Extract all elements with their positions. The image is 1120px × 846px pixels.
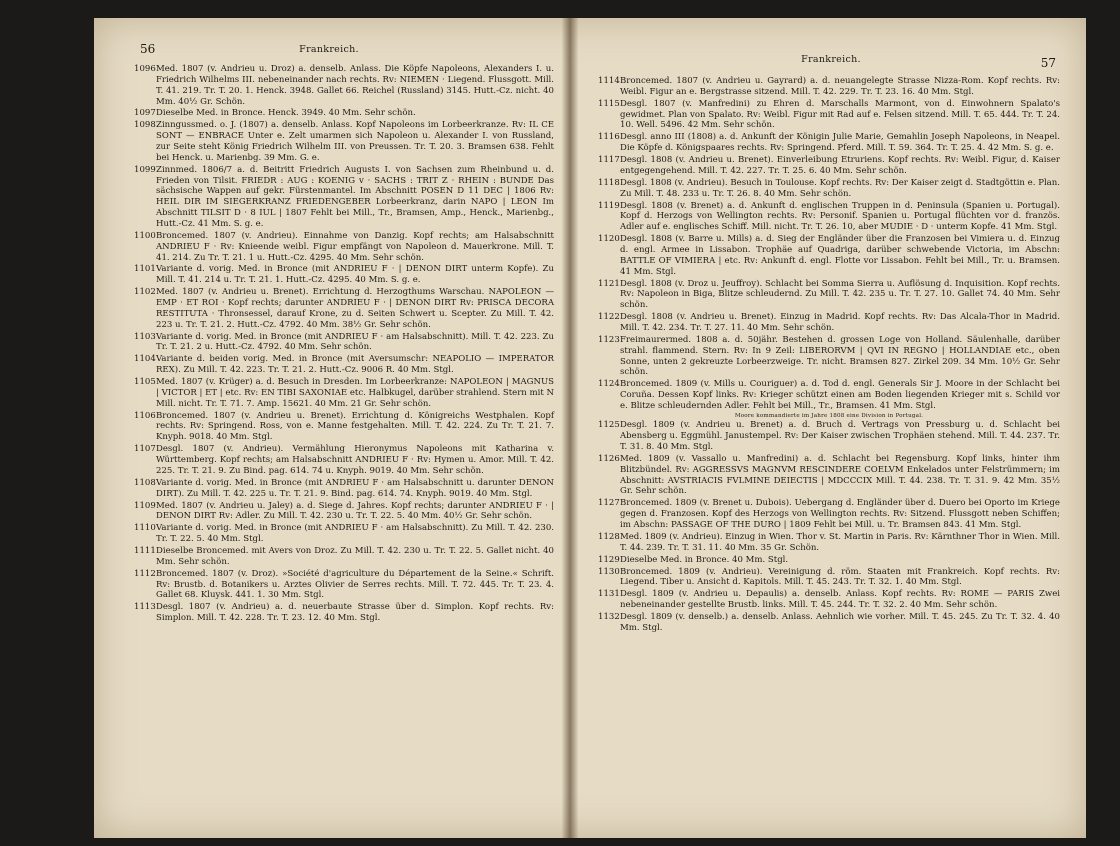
entry-text: Broncemed. 1807 (v. Andrieu u. Brenet). Errichtung d. Königreichs Westphalen. Kopf rechts. Rv: Springend. Ross, von e. Manne festgehalten. Mill. T. 42. 224. Zu Tr. T. 21. 7. Knyph. 9018. 40 Mm. Stgl.	[156, 410, 554, 443]
catalog-entry	[598, 532, 1060, 554]
entry-number: 1102	[134, 287, 156, 298]
catalog-entry	[134, 523, 554, 545]
entry-number: 1122	[598, 312, 620, 323]
catalog-entry	[134, 287, 554, 330]
catalog-entry	[134, 444, 554, 477]
catalog-entry	[598, 234, 1060, 277]
book-spread	[94, 18, 1086, 838]
entry-text: Desgl. 1807 (v. Manfredini) zu Ehren d. Marschalls Marmont, von d. Einwohnern Spalato's gewidmet. Plan von Spalato. Rv: Weibl. Figur mit Rad auf e. Felsen sitzend. Mill. T. 65. 444. Tr. T. 24. 10. Well. 5496. 42 Mm. Sehr schön.	[620, 98, 1060, 131]
catalog-entry	[134, 569, 554, 602]
entry-number: 1104	[134, 354, 156, 365]
entry-text: Desgl. 1807 (v. Andrieu). Vermählung Hieronymus Napoleons mit Katharina v. Württemberg. Kopf rechts; am Halsabschnitt ANDRIEU F · Rv: Hymen u. Amor. Mill. T. 42. 225. Tr. T. 21. 9. Zu Bind. pag. 614. 74 u. Knyph. 9019. 40 Mm. Sehr schön.	[156, 444, 554, 476]
entry-text: Variante d. vorig. Med. in Bronce (mit ANDRIEU F · am Halsabschnitt). Mill. T. 42. 223. Zu Tr. T. 21. 2 u. Hutt.-Cz. 4792. 40 Mm. Sehr schön.	[156, 331, 554, 353]
catalog-entry	[598, 612, 1060, 634]
entry-text: Desgl. 1807 (v. Andrieu) a. d. neuerbaute Strasse über d. Simplon. Kopf rechts. Rv: Simplon. Mill. T. 42. 228. Tr. T. 23. 12. 40 Mm. Stgl.	[156, 602, 554, 624]
entry-text: Med. 1809 (v. Vassallo u. Manfredini) a. d. Schlacht bei Regensburg. Kopf links, hinter ihm Blitzbündel. Rv: AGGRESSVS MAGNVM RESCINDERE COELVM Enkelados unter Felstrümmern; im Abschnitt: AVSTRIACIS FVLMINE DEIECTIS | MDCCCIX Mill. T. 44. 238. Tr. T. 31. 9. 42 Mm. 35½ Gr. Sehr schön.	[620, 453, 1060, 497]
entry-number: 1120	[598, 234, 620, 245]
entry-text: Variante d. vorig. Med. in Bronce (mit ANDRIEU F · am Halsabschnitt). Zu Mill. T. 42. 230. Tr. T. 22. 5. 40 Mm. Stgl.	[156, 523, 554, 545]
entry-text: Desgl. 1809 (v. denselb.) a. denselb. Anlass. Aehnlich wie vorher. Mill. T. 45. 245. Zu Tr. T. 32. 4. 40 Mm. Stgl.	[620, 612, 1060, 633]
entry-number: 1123	[598, 334, 620, 345]
entry-text: Dieselbe Broncemed. mit Avers von Droz. Zu Mill. T. 42. 230 u. Tr. T. 22. 5. Gallet nicht. 40 Mm. Sehr schön.	[156, 545, 554, 567]
entry-text: Med. 1807 (v. Andrieu u. Brenet). Errichtung d. Herzogthums Warschau. NAPOLEON — EMP · ET ROI · Kopf rechts; darunter ANDRIEU F · | DENON DIRT Rv: PRISCA DECORA RESTITUTA · Thronsessel, darauf Krone, zu d. Seiten Schwert u. Scepter. Zu Mill. T. 42. 223 u. Tr. T. 21. 2. Hutt.-Cz. 4792. 40 Mm. 38½ Gr. Sehr schön.	[156, 287, 554, 330]
catalog-entry	[134, 108, 554, 119]
entry-number: 1119	[598, 200, 620, 211]
entry-number: 1103	[134, 331, 156, 342]
entry-text: Desgl. 1808 (v. Andrieu u. Brenet). Einzug in Madrid. Kopf rechts. Rv: Das Alcala-Thor in Madrid. Mill. T. 42. 234. Tr. T. 27. 11. 40 Mm. Sehr schön.	[620, 312, 1060, 333]
catalog-entry	[134, 64, 554, 107]
catalog-entry	[134, 165, 554, 230]
entry-text: Broncemed. 1809 (v. Brenet u. Dubois). Uebergang d. Engländer über d. Duero bei Oporto im Kriege gegen d. Franzosen. Kopf des Herzogs von Wellington rechts. Rv: Sitzend. Flussgott neben Schiffen; im Abschn: PASSAGE OF THE DURO | 1809 Fehlt bei Mill. u. Tr. Bramsen 843. 41 Mm. Stgl.	[620, 498, 1060, 531]
entry-text: Desgl. 1808 (v. Brenet) a. d. Ankunft d. englischen Truppen in d. Peninsula (Spanien u. Portugal). Kopf d. Herzogs von Wellington rechts. Rv: Personif. Spanien u. Portugal flüchten vor d. französ. Adler auf e. englisches Schiff. Mill. nicht. Tr. T. 26. 10, aber MUDIE · D · unterm Kopfe. 41 Mm. Stgl.	[620, 200, 1060, 233]
entry-text: Broncemed. 1807 (v. Andrieu). Einnahme von Danzig. Kopf rechts; am Halsabschnitt ANDRIEU F · Rv: Knieende weibl. Figur empfängt von Napoleon d. Mauerkrone. Mill. T. 41. 214. Zu Tr. T. 21. 1 u. Hutt.-Cz. 4295. 40 Mm. Sehr schön.	[156, 230, 554, 263]
catalog-entry	[598, 132, 1060, 154]
entry-text: Desgl. 1808 (v. Barre u. Mills) a. d. Sieg der Engländer über die Franzosen bei Vimiera u. d. Einzug d. engl. Armee in Lissabon. Trophäe auf Quadriga, darüber schwebende Victoria, im Abschn: BATTLE OF VIMIERA | etc. Rv: Ankunft d. engl. Flotte vor Lissabon. Fehlt bei Mill., Tr. u. Bramsen. 41 Mm. Stgl.	[620, 234, 1060, 277]
catalog-entry	[598, 76, 1060, 98]
catalog-entry	[134, 546, 554, 568]
entry-number: 1132	[598, 612, 620, 622]
catalog-entry	[598, 567, 1060, 589]
entry-number: 1105	[134, 377, 156, 388]
catalog-entry	[134, 264, 554, 286]
catalog-entry	[134, 354, 554, 376]
entry-text: Variante d. vorig. Med. in Bronce (mit ANDRIEU F · am Halsabschnitt u. darunter DENON DIRT). Zu Mill. T. 42. 225 u. Tr. T. 21. 9. Bind. pag. 614. 74. Knyph. 9019. 40 Mm. Stgl.	[156, 477, 554, 499]
page-number: 56	[140, 42, 156, 56]
catalog-entry	[598, 454, 1060, 497]
catalog-entry	[598, 379, 1060, 412]
entry-text: Zinnmed. 1806/7 a. d. Beitritt Friedrich Augusts I. von Sachsen zum Rheinbund u. d. Frieden von Tilsit. FRIEDR : AUG : KOENIG v · SACHS : TRIT Z · RHEIN : BUNDE Das sächsische Wappen auf gekr. Fürstenmantel. Im Abschnitt POSEN D 11 DEC | 1806 Rv: HEIL DIR IM SIEGERKRANZ FRIEDENGEBER Lorbeerkranz, darin NAPO | LEON Im Abschnitt TILSIT D · 8 IUL | 1807 Fehlt bei Mill., Tr., Bramsen, Amp., Henck., Marienbg., Hutt.-Cz. 41 Mm. S. g. e.	[156, 164, 554, 229]
catalog-entry	[134, 231, 554, 264]
entry-list	[598, 76, 1060, 635]
entry-text: Med. 1807 (v. Andrieu u. Droz) a. denselb. Anlass. Die Köpfe Napoleons, Alexanders I. u. Friedrich Wilhelms III. nebeneinander nach rechts. Rv: NIEMEN · Liegend. Flussgott. Mill. T. 41. 219. Tr. T. 20. 1. Henck. 3948. Gallet 66. Reichel (Russland) 3145. Hutt.-Cz. nicht. 40 Mm. 40½ Gr. Schön.	[156, 64, 554, 107]
entry-text: Dieselbe Med. in Bronce. Henck. 3949. 40 Mm. Sehr schön.	[156, 108, 416, 119]
catalog-entry	[134, 332, 554, 354]
entry-text: Broncemed. 1809 (v. Mills u. Couriguer) a. d. Tod d. engl. Generals Sir J. Moore in der Schlacht bei Coruña. Dessen Kopf links. Rv: Krieger schützt einen am Boden liegenden Krieger mit s. Schild vor e. Blitze schleudernden Adler. Fehlt bei Mill., Tr., Bramsen. 41 Mm. Stgl.	[620, 379, 1060, 411]
entry-number: 1129	[598, 554, 620, 565]
catalog-entry	[134, 478, 554, 500]
entry-number: 1118	[598, 177, 620, 188]
entry-number: 1126	[598, 453, 620, 464]
entry-text: Desgl. 1808 (v. Droz u. Jeuffroy). Schlacht bei Somma Sierra u. Auflösung d. Inquisition. Kopf rechts. Rv: Napoleon in Biga, Blitze schleudernd. Zu Mill. T. 42. 235 u. Tr. T. 27. 10. Gallet 74. 40 Mm. Sehr schön.	[620, 278, 1060, 311]
entry-number: 1131	[598, 589, 620, 600]
catalog-entry	[598, 335, 1060, 378]
entry-text: Broncemed. 1809 (v. Andrieu). Vereinigung d. röm. Staaten mit Frankreich. Kopf rechts. Rv: Liegend. Tiber u. Ansicht d. Kapitols. Mill. T. 45. 243. Tr. T. 32. 1. 40 Mm. Stgl.	[620, 566, 1060, 588]
right-page	[576, 18, 1086, 838]
entry-text: Med. 1809 (v. Andrieu). Einzug in Wien. Thor v. St. Martin in Paris. Rv: Kärnthner Thor in Wien. Mill. T. 44. 239. Tr. T. 31. 11. 40 Mm. 35 Gr. Schön.	[620, 531, 1060, 553]
catalog-entry	[598, 555, 1060, 566]
catalog-entry	[598, 155, 1060, 177]
catalog-entry	[598, 589, 1060, 611]
catalog-entry	[134, 602, 554, 624]
entry-number: 1108	[134, 477, 156, 488]
entry-number: 1130	[598, 566, 620, 577]
entry-number: 1097	[134, 108, 156, 119]
entry-number: 1096	[134, 64, 156, 74]
entry-number: 1107	[134, 444, 156, 455]
catalog-entry	[598, 201, 1060, 234]
catalog-entry	[598, 99, 1060, 132]
left-page	[94, 18, 564, 838]
catalog-entry	[598, 420, 1060, 453]
running-head: Frankreich.	[801, 54, 861, 65]
running-head: Frankreich.	[299, 44, 359, 55]
footnote: Moore kommandierte im Jahre 1808 eine Division in Portugal.	[734, 412, 924, 419]
page-number: 57	[1040, 56, 1056, 70]
catalog-entry	[134, 501, 554, 523]
entry-text: Variante d. vorig. Med. in Bronce (mit ANDRIEU F · | DENON DIRT unterm Kopfe). Zu Mill. T. 41. 214 u. Tr. T. 21. 1. Hutt.-Cz. 4295. 40 Mm. S. g. e.	[156, 264, 554, 286]
entry-number: 1114	[598, 76, 620, 86]
entry-number: 1099	[134, 164, 156, 175]
entry-number: 1128	[598, 531, 620, 542]
catalog-entry	[598, 312, 1060, 334]
entry-number: 1111	[134, 545, 156, 556]
entry-number: 1125	[598, 420, 620, 431]
catalog-entry	[598, 498, 1060, 531]
entry-text: Desgl. 1809 (v. Andrieu u. Brenet) a. d. Bruch d. Vertrags von Pressburg u. d. Schlacht bei Abensberg u. Eggmühl. Janustempel. Rv: Der Kaiser zwischen Trophäen stehend. Mill. T. 44. 237. Tr. T. 31. 8. 40 Mm. Stgl.	[620, 420, 1060, 453]
entry-text: Desgl. anno III (1808) a. d. Ankunft der Königin Julie Marie, Gemahlin Joseph Napoleons, in Neapel. Die Köpfe d. Königspaares rechts. Rv: Springend. Pferd. Mill. T. 59. 364. Tr. T. 25. 4. 42 Mm. S. g. e.	[620, 132, 1060, 154]
entry-number: 1109	[134, 500, 156, 511]
catalog-entry	[598, 178, 1060, 200]
entry-number: 1106	[134, 410, 156, 421]
entry-number: 1113	[134, 602, 156, 613]
entry-list	[134, 64, 554, 625]
entry-text: Desgl. 1808 (v. Andrieu u. Brenet). Einverleibung Etruriens. Kopf rechts. Rv: Weibl. Figur, d. Kaiser entgegengehend. Mill. T. 42. 227. Tr. T. 25. 6. 40 Mm. Sehr schön.	[620, 155, 1060, 176]
entry-number: 1116	[598, 132, 620, 143]
entry-text: Broncemed. 1807 (v. Droz). »Société d'agriculture du Département de la Seine.« Schrift. Rv: Brustb. d. Botanikers u. Arztes Olivier de Serres rechts. Mill. T. 72. 445. Tr. T. 23. 4. Gallet 68. Kluysk. 441. 1. 30 Mm. Stgl.	[156, 568, 554, 601]
entry-text: Med. 1807 (v. Krüger) a. d. Besuch in Dresden. Im Lorbeerkranze: NAPOLEON | MAGNUS | VICTOR | ET | etc. Rv: EN TIBI SAXONIAE etc. Halbkugel, darüber strahlend. Stern mit N Mill. nicht. Tr. T. 71. 7. Amp. 15621. 40 Mm. 21 Gr. Sehr schön.	[156, 377, 554, 409]
entry-text: Med. 1807 (v. Andrieu u. Jaley) a. d. Siege d. Jahres. Kopf rechts; darunter ANDRIEU F · | DENON DIRT Rv: Adler. Zu Mill. T. 42. 230 u. Tr. T. 22. 5. 40 Mm. 40½ Gr. Sehr schön.	[156, 500, 554, 522]
entry-number: 1115	[598, 98, 620, 109]
entry-text: Dieselbe Med. in Bronce. 40 Mm. Stgl.	[620, 554, 789, 565]
entry-text: Freimaurermed. 1808 a. d. 50jähr. Bestehen d. grossen Loge von Holland. Säulenhalle, darüber strahl. flammend. Stern. Rv: In 9 Zeil: LIBERORVM | QVI IN REGNO | HOLLANDIAE etc., oben Sonne, unten 2 gekreuzte Lorbeerzweige. Tr. nicht. Bramsen 827. Zirkel 209. 34 Mm. 10½ Gr. Sehr schön.	[620, 334, 1060, 378]
entry-number: 1110	[134, 523, 156, 534]
entry-number: 1112	[134, 568, 156, 579]
entry-text: Desgl. 1809 (v. Andrieu u. Depaulis) a. denselb. Anlass. Kopf rechts. Rv: ROME — PARIS Zwei nebeneinander gestellte Brustb. links. Mill. T. 45. 244. Tr. T. 32. 2. 40 Mm. Sehr schön.	[620, 589, 1060, 611]
entry-number: 1100	[134, 230, 156, 241]
entry-text: Variante d. beiden vorig. Med. in Bronce (mit Aversumschr: NEAPOLIO — IMPERATOR REX). Zu Mill. T. 42. 223. Tr. T. 21. 2. Hutt.-Cz. 9006 R. 40 Mm. Stgl.	[156, 354, 554, 376]
catalog-entry	[134, 411, 554, 444]
entry-number: 1127	[598, 498, 620, 509]
entry-text: Zinngussmed. o. J. (1807) a. denselb. Anlass. Kopf Napoleons im Lorbeerkranze. Rv: IL CE SONT — ENBRACE Unter e. Zelt umarmen sich Napoleon u. Alexander I. von Russland, zur Seite steht König Friedrich Wilhelm III. von Preussen. Tr. T. 20. 3. Bramsen 638. Fehlt bei Henck. u. Marienbg. 39 Mm. G. e.	[156, 120, 554, 163]
catalog-entry	[598, 279, 1060, 312]
entry-number: 1121	[598, 278, 620, 289]
catalog-entry	[134, 377, 554, 410]
entry-number: 1098	[134, 120, 156, 131]
entry-number: 1101	[134, 264, 156, 275]
entry-text: Desgl. 1808 (v. Andrieu). Besuch in Toulouse. Kopf rechts. Rv: Der Kaiser zeigt d. Stadtgöttin e. Plan. Zu Mill. T. 48. 233 u. Tr. T. 26. 8. 40 Mm. Sehr schön.	[620, 177, 1060, 199]
entry-number: 1124	[598, 379, 620, 390]
entry-number: 1117	[598, 155, 620, 166]
entry-text: Broncemed. 1807 (v. Andrieu u. Gayrard) a. d. neuangelegte Strasse Nizza-Rom. Kopf rechts. Rv: Weibl. Figur an e. Bergstrasse sitzend. Mill. T. 42. 229. Tr. T. 23. 16. 40 Mm. Stgl.	[620, 76, 1060, 97]
catalog-entry	[134, 120, 554, 163]
